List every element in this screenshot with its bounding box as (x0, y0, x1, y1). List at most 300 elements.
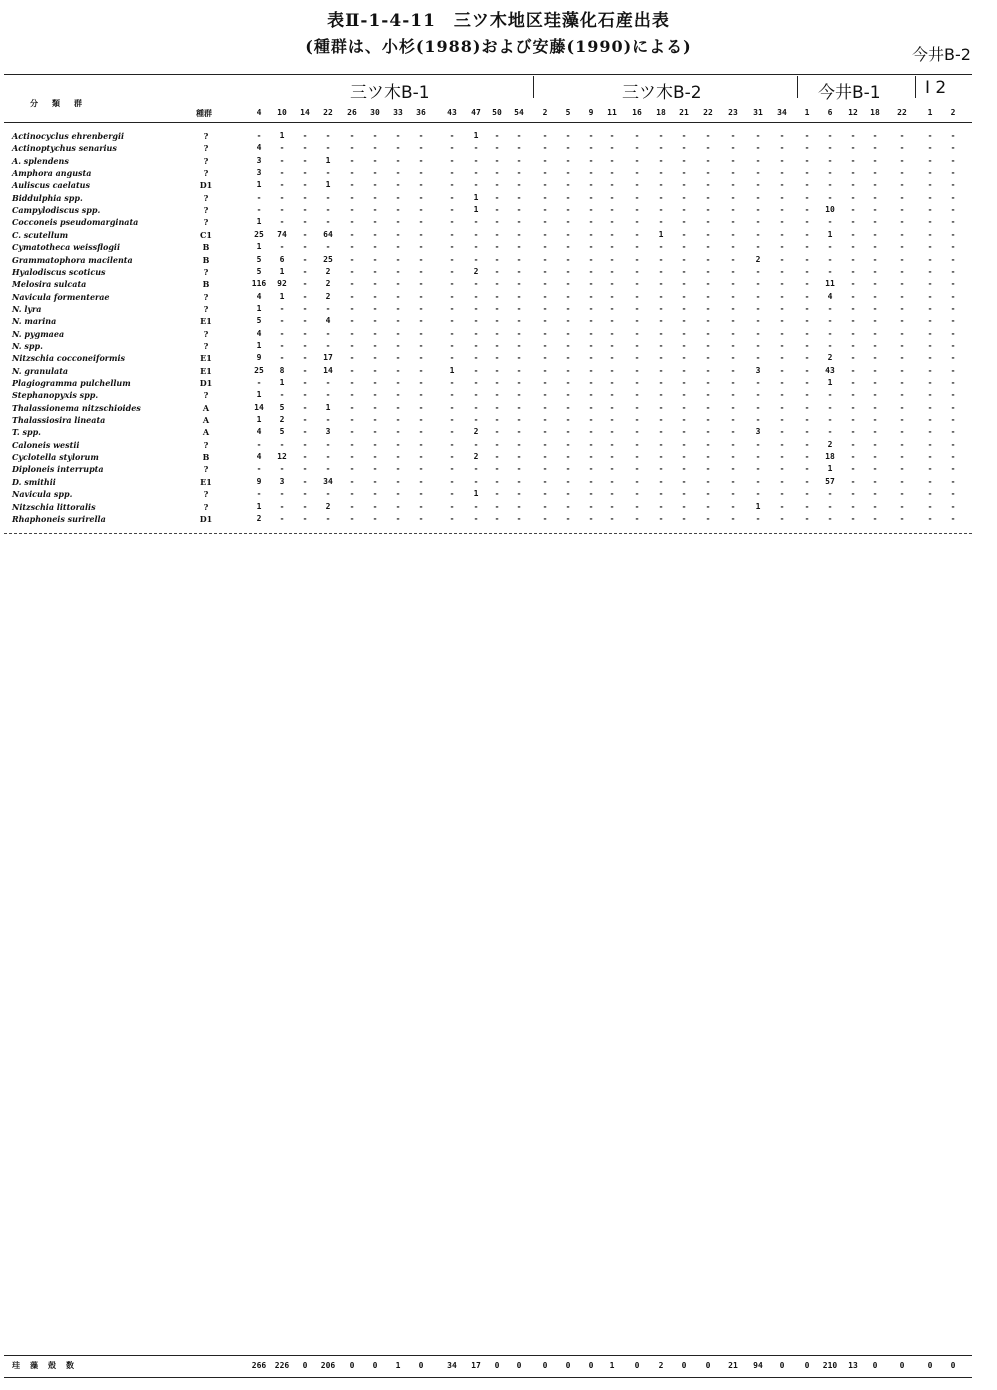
empty-cell: - (850, 440, 856, 449)
taxon-name: Amphora angusta (12, 168, 92, 178)
empty-cell: - (779, 205, 785, 214)
empty-cell: - (372, 180, 378, 189)
type-group: ? (203, 440, 209, 450)
empty-cell: - (494, 341, 500, 350)
empty-cell: - (449, 477, 455, 486)
empty-cell: - (658, 255, 664, 264)
empty-cell: - (449, 267, 455, 276)
empty-cell: - (730, 440, 736, 449)
empty-cell: - (681, 390, 687, 399)
empty-cell: - (609, 452, 615, 461)
empty-cell: - (872, 489, 878, 498)
empty-cell: - (872, 242, 878, 251)
empty-cell: - (588, 502, 594, 511)
empty-cell: - (418, 131, 424, 140)
total-cell: 13 (848, 1361, 858, 1370)
empty-cell: - (349, 464, 355, 473)
empty-cell: - (681, 168, 687, 177)
empty-cell: - (681, 255, 687, 264)
empty-cell: - (899, 452, 905, 461)
total-cell: 1 (609, 1361, 615, 1370)
total-cell: 0 (872, 1361, 878, 1370)
total-cell: 34 (447, 1361, 457, 1370)
taxon-name: A. splendens (12, 156, 69, 166)
empty-cell: - (494, 477, 500, 486)
empty-cell: - (950, 403, 956, 412)
empty-cell: - (473, 390, 479, 399)
empty-cell: - (418, 464, 424, 473)
type-group: ? (203, 205, 209, 215)
empty-cell: - (395, 452, 401, 461)
empty-cell: - (634, 489, 640, 498)
empty-cell: - (899, 168, 905, 177)
count-cell: 25 (323, 255, 333, 264)
count-cell: 11 (825, 279, 835, 288)
empty-cell: - (872, 255, 878, 264)
empty-cell: - (395, 316, 401, 325)
empty-cell: - (927, 205, 933, 214)
empty-cell: - (950, 304, 956, 313)
empty-cell: - (418, 378, 424, 387)
empty-cell: - (372, 378, 378, 387)
count-cell: 2 (325, 267, 331, 276)
empty-cell: - (779, 427, 785, 436)
empty-cell: - (850, 304, 856, 313)
type-group: E1 (200, 366, 212, 376)
empty-cell: - (658, 329, 664, 338)
empty-cell: - (449, 427, 455, 436)
empty-cell: - (494, 304, 500, 313)
empty-cell: - (804, 316, 810, 325)
type-group: ? (203, 489, 209, 499)
taxon-name: Navicula formenterae (12, 292, 110, 302)
empty-cell: - (372, 390, 378, 399)
empty-cell: - (565, 366, 571, 375)
empty-cell: - (827, 341, 833, 350)
empty-cell: - (279, 156, 285, 165)
total-cell: 2 (658, 1361, 664, 1370)
empty-cell: - (349, 366, 355, 375)
empty-cell: - (658, 143, 664, 152)
empty-cell: - (565, 390, 571, 399)
empty-cell: - (449, 230, 455, 239)
empty-cell: - (325, 489, 331, 498)
empty-cell: - (279, 180, 285, 189)
empty-cell: - (588, 366, 594, 375)
header-sample-number: 18 (870, 108, 880, 117)
empty-cell: - (588, 341, 594, 350)
header-sample-number: 43 (447, 108, 457, 117)
empty-cell: - (950, 255, 956, 264)
empty-cell: - (395, 477, 401, 486)
empty-cell: - (755, 292, 761, 301)
taxon-name: D. smithii (12, 477, 56, 487)
empty-cell: - (325, 415, 331, 424)
empty-cell: - (872, 477, 878, 486)
empty-cell: - (705, 514, 711, 523)
taxon-name: Campylodiscus spp. (12, 205, 101, 215)
empty-cell: - (588, 464, 594, 473)
empty-cell: - (899, 366, 905, 375)
empty-cell: - (349, 440, 355, 449)
empty-cell: - (850, 427, 856, 436)
empty-cell: - (872, 217, 878, 226)
empty-cell: - (609, 464, 615, 473)
total-cell: 0 (372, 1361, 378, 1370)
empty-cell: - (755, 415, 761, 424)
count-cell: 1 (325, 403, 331, 412)
empty-cell: - (730, 230, 736, 239)
empty-cell: - (609, 390, 615, 399)
empty-cell: - (418, 180, 424, 189)
empty-cell: - (899, 180, 905, 189)
empty-cell: - (681, 180, 687, 189)
empty-cell: - (494, 180, 500, 189)
total-cell: 0 (542, 1361, 548, 1370)
empty-cell: - (325, 193, 331, 202)
empty-cell: - (681, 341, 687, 350)
empty-cell: - (634, 415, 640, 424)
count-cell: 1 (256, 390, 262, 399)
empty-cell: - (779, 353, 785, 362)
count-cell: 2 (473, 267, 479, 276)
empty-cell: - (634, 403, 640, 412)
empty-cell: - (730, 415, 736, 424)
empty-cell: - (681, 217, 687, 226)
empty-cell: - (755, 440, 761, 449)
empty-cell: - (418, 292, 424, 301)
empty-cell: - (279, 489, 285, 498)
taxon-name: Auliscus caelatus (12, 180, 90, 190)
empty-cell: - (588, 267, 594, 276)
empty-cell: - (779, 390, 785, 399)
empty-cell: - (730, 502, 736, 511)
empty-cell: - (449, 489, 455, 498)
empty-cell: - (850, 316, 856, 325)
empty-cell: - (755, 168, 761, 177)
empty-cell: - (395, 180, 401, 189)
header-sample-number: 5 (565, 108, 571, 117)
type-group: ? (203, 193, 209, 203)
count-cell: 5 (256, 316, 262, 325)
count-cell: 6 (279, 255, 285, 264)
empty-cell: - (542, 230, 548, 239)
empty-cell: - (449, 514, 455, 523)
empty-cell: - (395, 143, 401, 152)
type-group: ? (203, 341, 209, 351)
empty-cell: - (395, 292, 401, 301)
count-cell: 1 (658, 230, 664, 239)
empty-cell: - (395, 440, 401, 449)
empty-cell: - (418, 427, 424, 436)
type-group: E1 (200, 477, 212, 487)
empty-cell: - (705, 279, 711, 288)
empty-cell: - (705, 440, 711, 449)
type-group: ? (203, 131, 209, 141)
empty-cell: - (516, 477, 522, 486)
type-group: ? (203, 156, 209, 166)
empty-cell: - (779, 415, 785, 424)
total-cell: 94 (753, 1361, 763, 1370)
empty-cell: - (395, 353, 401, 362)
empty-cell: - (302, 502, 308, 511)
empty-cell: - (779, 168, 785, 177)
empty-cell: - (372, 267, 378, 276)
empty-cell: - (755, 378, 761, 387)
empty-cell: - (827, 427, 833, 436)
empty-cell: - (804, 415, 810, 424)
empty-cell: - (755, 205, 761, 214)
empty-cell: - (449, 180, 455, 189)
empty-cell: - (473, 242, 479, 251)
empty-cell: - (681, 440, 687, 449)
type-group: ? (203, 217, 209, 227)
empty-cell: - (730, 304, 736, 313)
empty-cell: - (730, 452, 736, 461)
header-sample-number: 31 (753, 108, 763, 117)
empty-cell: - (804, 217, 810, 226)
empty-cell: - (804, 304, 810, 313)
empty-cell: - (730, 267, 736, 276)
empty-cell: - (588, 415, 594, 424)
empty-cell: - (681, 230, 687, 239)
empty-cell: - (827, 390, 833, 399)
empty-cell: - (681, 267, 687, 276)
empty-cell: - (372, 230, 378, 239)
empty-cell: - (658, 217, 664, 226)
empty-cell: - (804, 489, 810, 498)
empty-cell: - (516, 378, 522, 387)
empty-cell: - (542, 440, 548, 449)
empty-cell: - (779, 502, 785, 511)
empty-cell: - (634, 353, 640, 362)
empty-cell: - (779, 193, 785, 202)
empty-cell: - (804, 464, 810, 473)
empty-cell: - (588, 489, 594, 498)
empty-cell: - (779, 489, 785, 498)
empty-cell: - (634, 316, 640, 325)
count-cell: 1 (279, 378, 285, 387)
empty-cell: - (609, 514, 615, 523)
empty-cell: - (850, 156, 856, 165)
empty-cell: - (950, 279, 956, 288)
empty-cell: - (302, 514, 308, 523)
empty-cell: - (473, 502, 479, 511)
header-sample-number: 9 (588, 108, 594, 117)
empty-cell: - (850, 502, 856, 511)
empty-cell: - (279, 143, 285, 152)
empty-cell: - (950, 143, 956, 152)
empty-cell: - (418, 452, 424, 461)
empty-cell: - (899, 279, 905, 288)
empty-cell: - (705, 304, 711, 313)
empty-cell: - (950, 193, 956, 202)
empty-cell: - (755, 143, 761, 152)
count-cell: 2 (473, 427, 479, 436)
empty-cell: - (256, 440, 262, 449)
empty-cell: - (395, 427, 401, 436)
empty-cell: - (730, 403, 736, 412)
empty-cell: - (609, 378, 615, 387)
empty-cell: - (681, 514, 687, 523)
empty-cell: - (950, 316, 956, 325)
empty-cell: - (302, 378, 308, 387)
empty-cell: - (542, 205, 548, 214)
empty-cell: - (705, 477, 711, 486)
empty-cell: - (565, 131, 571, 140)
empty-cell: - (588, 217, 594, 226)
empty-cell: - (565, 378, 571, 387)
empty-cell: - (658, 304, 664, 313)
total-cell: 0 (899, 1361, 905, 1370)
count-cell: 5 (256, 255, 262, 264)
empty-cell: - (850, 279, 856, 288)
empty-cell: - (634, 341, 640, 350)
count-cell: 34 (323, 477, 333, 486)
empty-cell: - (542, 156, 548, 165)
empty-cell: - (542, 341, 548, 350)
empty-cell: - (872, 390, 878, 399)
total-cell: 1 (395, 1361, 401, 1370)
empty-cell: - (302, 390, 308, 399)
empty-cell: - (372, 464, 378, 473)
empty-cell: - (634, 131, 640, 140)
empty-cell: - (349, 329, 355, 338)
type-group: ? (203, 464, 209, 474)
empty-cell: - (565, 514, 571, 523)
empty-cell: - (634, 304, 640, 313)
empty-cell: - (850, 390, 856, 399)
empty-cell: - (516, 143, 522, 152)
count-cell: 14 (254, 403, 264, 412)
empty-cell: - (730, 131, 736, 140)
empty-cell: - (302, 316, 308, 325)
empty-cell: - (588, 279, 594, 288)
empty-cell: - (634, 217, 640, 226)
empty-cell: - (516, 502, 522, 511)
header-sample-number: 22 (323, 108, 333, 117)
empty-cell: - (588, 427, 594, 436)
empty-cell: - (473, 353, 479, 362)
empty-cell: - (705, 180, 711, 189)
empty-cell: - (730, 329, 736, 338)
header-sample-number: 47 (471, 108, 481, 117)
empty-cell: - (779, 230, 785, 239)
empty-cell: - (705, 267, 711, 276)
empty-cell: - (927, 477, 933, 486)
header-sample-number: 54 (514, 108, 524, 117)
header-sample-number: 26 (347, 108, 357, 117)
empty-cell: - (827, 242, 833, 251)
empty-cell: - (565, 205, 571, 214)
count-cell: 5 (256, 267, 262, 276)
empty-cell: - (705, 143, 711, 152)
empty-cell: - (302, 329, 308, 338)
totals-top-rule (4, 1355, 972, 1356)
empty-cell: - (779, 440, 785, 449)
count-cell: 1 (279, 267, 285, 276)
empty-cell: - (609, 292, 615, 301)
empty-cell: - (395, 514, 401, 523)
empty-cell: - (279, 304, 285, 313)
empty-cell: - (516, 514, 522, 523)
empty-cell: - (325, 131, 331, 140)
empty-cell: - (395, 489, 401, 498)
empty-cell: - (804, 440, 810, 449)
empty-cell: - (899, 427, 905, 436)
empty-cell: - (950, 440, 956, 449)
empty-cell: - (872, 316, 878, 325)
empty-cell: - (473, 180, 479, 189)
taxon-name: N. granulata (12, 366, 69, 376)
site-label-mitsugi-b1: 三ツ木B-1 (350, 83, 430, 103)
empty-cell: - (473, 415, 479, 424)
empty-cell: - (705, 464, 711, 473)
empty-cell: - (349, 452, 355, 461)
empty-cell: - (705, 156, 711, 165)
empty-cell: - (418, 279, 424, 288)
empty-cell: - (705, 489, 711, 498)
empty-cell: - (565, 502, 571, 511)
empty-cell: - (279, 341, 285, 350)
empty-cell: - (927, 304, 933, 313)
empty-cell: - (395, 341, 401, 350)
empty-cell: - (681, 366, 687, 375)
empty-cell: - (634, 255, 640, 264)
site-label-imai-b1: 今井B-1 (818, 83, 881, 103)
empty-cell: - (899, 156, 905, 165)
empty-cell: - (730, 427, 736, 436)
empty-cell: - (494, 205, 500, 214)
empty-cell: - (950, 131, 956, 140)
count-cell: 1 (473, 131, 479, 140)
empty-cell: - (372, 279, 378, 288)
count-cell: 1 (827, 464, 833, 473)
empty-cell: - (681, 279, 687, 288)
empty-cell: - (449, 464, 455, 473)
empty-cell: - (779, 378, 785, 387)
empty-cell: - (372, 304, 378, 313)
taxon-name: Rhaphoneis surirella (12, 514, 106, 524)
empty-cell: - (730, 143, 736, 152)
empty-cell: - (325, 304, 331, 313)
empty-cell: - (950, 378, 956, 387)
taxon-name: T. spp. (12, 427, 41, 437)
empty-cell: - (927, 378, 933, 387)
empty-cell: - (658, 168, 664, 177)
empty-cell: - (418, 205, 424, 214)
empty-cell: - (279, 502, 285, 511)
empty-cell: - (542, 477, 548, 486)
empty-cell: - (705, 205, 711, 214)
empty-cell: - (542, 143, 548, 152)
empty-cell: - (542, 353, 548, 362)
total-cell: 0 (349, 1361, 355, 1370)
empty-cell: - (494, 378, 500, 387)
empty-cell: - (542, 452, 548, 461)
empty-cell: - (349, 316, 355, 325)
empty-cell: - (325, 168, 331, 177)
taxon-name: C. scutellum (12, 230, 69, 240)
type-group: ? (203, 168, 209, 178)
empty-cell: - (899, 341, 905, 350)
empty-cell: - (449, 205, 455, 214)
empty-cell: - (588, 316, 594, 325)
empty-cell: - (804, 267, 810, 276)
empty-cell: - (473, 477, 479, 486)
empty-cell: - (542, 403, 548, 412)
empty-cell: - (755, 353, 761, 362)
